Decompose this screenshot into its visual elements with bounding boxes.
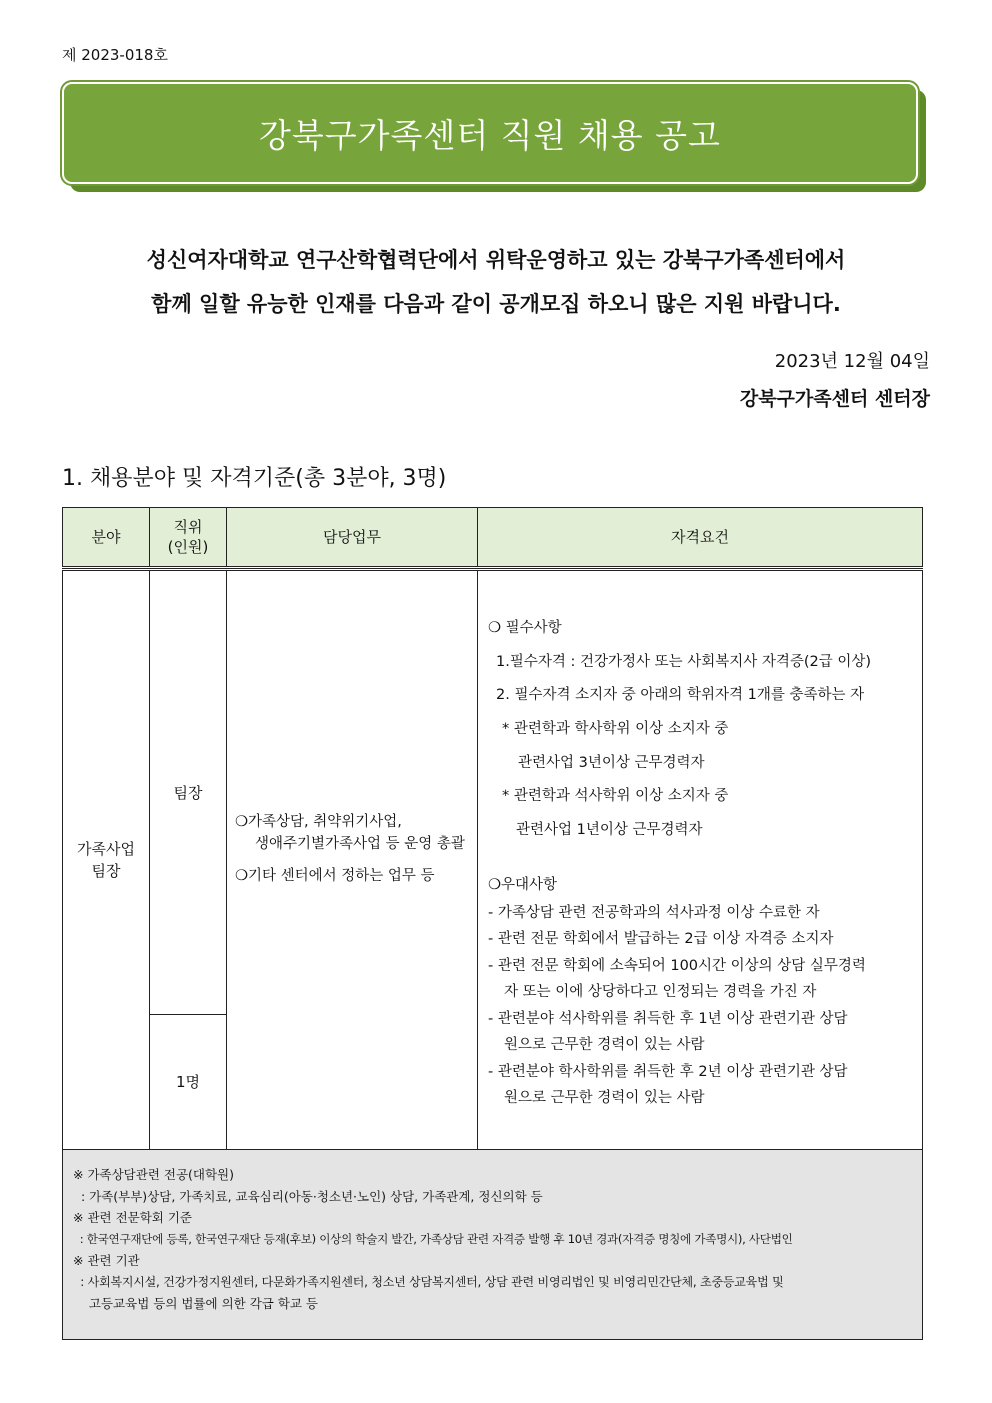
requirement-line: * 관련학과 학사학위 이상 소지자 중 [502,721,729,737]
requirement-line: ❍우대사항 [488,877,558,893]
requirement-line: 관련사업 3년이상 근무경력자 [518,755,705,771]
requirement-line: 2. 필수자격 소지자 중 아래의 학위자격 1개를 충족하는 자 [496,687,865,703]
recruitment-table [62,507,923,1340]
intro-line: 함께 일할 유능한 인재를 다음과 같이 공개모집 하오니 많은 지원 바랍니다. [151,292,841,316]
duty-item: ❍기타 센터에서 정하는 업무 등 [235,868,435,884]
cell-count: 1명 [149,1014,227,1150]
intro-line: 성신여자대학교 연구산학협력단에서 위탁운영하고 있는 강북구가족센터에서 [146,248,846,272]
page-title: 강북구가족센터 직원 채용 공고 [259,115,721,155]
requirement-line: - 가족상담 관련 전공학과의 석사과정 이상 수료한 자 [488,905,820,921]
requirement-line: 원으로 근무한 경력이 있는 사람 [504,1037,705,1053]
requirement-line: - 관련 전문 학회에 소속되어 100시간 이상의 상담 실무경력 [488,958,866,974]
announcement-date: 2023년 12월 04일 [774,351,930,372]
header-duties: 담당업무 [226,507,478,567]
document-number: 제 2023-018호 [62,46,168,64]
requirement-line: 관련사업 1년이상 근무경력자 [516,822,703,838]
issuer: 강북구가족센터 센터장 [739,388,930,410]
requirement-line: - 관련 전문 학회에서 발급하는 2급 이상 자격증 소지자 [488,931,834,947]
requirement-line: 1.필수자격 : 건강가정사 또는 사회복지사 자격증(2급 이상) [496,654,872,670]
cell-requirements [477,570,923,1150]
note-line: : 한국연구재단에 등록, 한국연구재단 등재(후보) 이상의 학술지 발간, 가족상담 관련 자격증 발행 후 10년 경과(자격증 명칭에 가족명시), 사단법인 [73,1231,793,1246]
note-line: ※ 관련 기관 [73,1253,140,1268]
duty-item: ❍가족상담, 취약위기사업, [235,814,402,830]
requirement-line: * 관련학과 석사학위 이상 소지자 중 [502,788,729,804]
section-title: 1. 채용분야 및 자격기준(총 3분야, 3명) [62,466,447,491]
note-line: 고등교육법 등의 법률에 의한 각급 학교 등 [73,1296,319,1311]
cell-duties [226,570,478,1150]
note-line: ※ 관련 전문학회 기준 [73,1210,192,1225]
title-banner [62,82,918,184]
requirement-line: - 관련분야 석사학위를 취득한 후 1년 이상 관련기관 상담 [488,1011,848,1027]
header-position: 직위 (인원) [149,507,227,567]
cell-field: 가족사업 팀장 [62,570,150,1150]
header-separator [62,566,923,569]
header-requirements: 자격요건 [477,507,923,567]
duty-item: 생애주기별가족사업 등 운영 총괄 [255,836,465,852]
cell-position: 팀장 [149,570,227,1015]
note-line: : 사회복지시설, 건강가정지원센터, 다문화가족지원센터, 청소년 상담복지센터, 상담 관련 비영리법인 및 비영리민간단체, 초중등교육법 및 [73,1274,784,1289]
note-line: ※ 가족상담관련 전공(대학원) [73,1167,234,1182]
requirement-line: - 관련분야 학사학위를 취득한 후 2년 이상 관련기관 상담 [488,1064,848,1080]
intro-paragraph [62,238,930,326]
requirement-line: 자 또는 이에 상당하다고 인정되는 경력을 가진 자 [504,984,817,1000]
note-line: : 가족(부부)상담, 가족치료, 교육심리(아동·청소년·노인) 상담, 가족관계, 정신의학 등 [73,1188,543,1204]
header-field: 분야 [62,507,150,567]
requirement-line: 원으로 근무한 경력이 있는 사람 [504,1090,705,1106]
requirement-line: ❍ 필수사항 [488,620,562,636]
table-notes [62,1149,923,1340]
